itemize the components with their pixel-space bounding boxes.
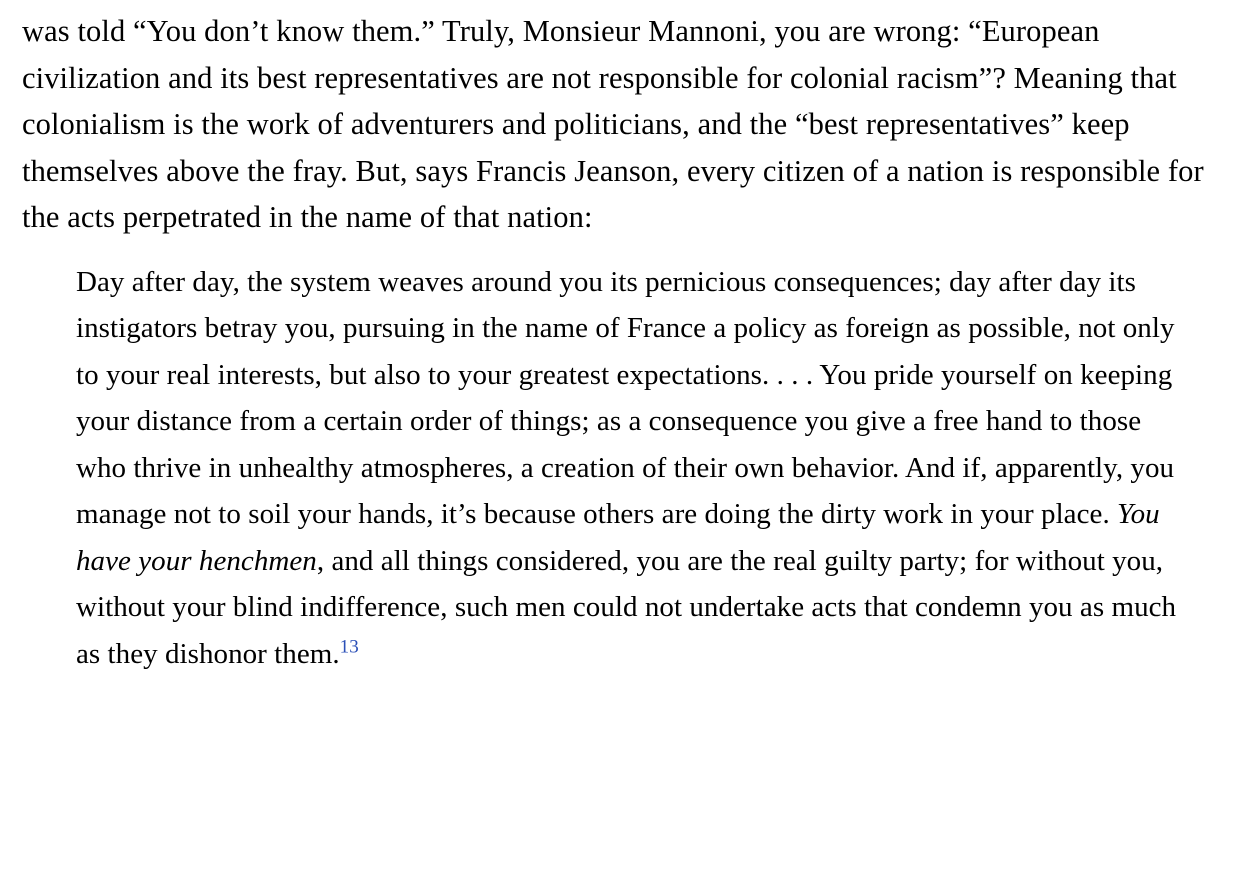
blockquote-emphasis: You have your henchmen	[76, 498, 1160, 577]
footnote-reference-link[interactable]: 13	[339, 635, 359, 657]
body-paragraph: was told “You don’t know them.” Truly, Monsieur Mannoni, you are wrong: “European civilization and its best representatives are not responsible for colonial racism”? Meaning that colonialism is the work of adventurers and politicians, and the “best representatives” keep themselves above the fray. But, says Francis Jeanson, every citizen of a nation is responsible for the acts perpetrated in the name of that nation:	[22, 14, 1204, 234]
blockquote	[22, 259, 1228, 678]
blockquote-text-part-2: , and all things considered, you are the real guilty party; for without you, without your blind indifference, such men could not undertake acts that condemn you as much as they dishonor them.	[76, 544, 1177, 670]
blockquote-text-part-1: Day after day, the system weaves around you its pernicious consequences; day after day its instigators betray you, pursuing in the name of France a policy as foreign as possible, not only to your real interests, but also to your greatest expectations. . . . You pride yourself on keeping your distance from a certain order of things; as a consequence you give a free hand to those who thrive in unhealthy atmospheres, a creation of their own behavior. And if, apparently, you manage not to soil your hands, it’s because others are doing the dirty work in your place.	[76, 265, 1175, 530]
